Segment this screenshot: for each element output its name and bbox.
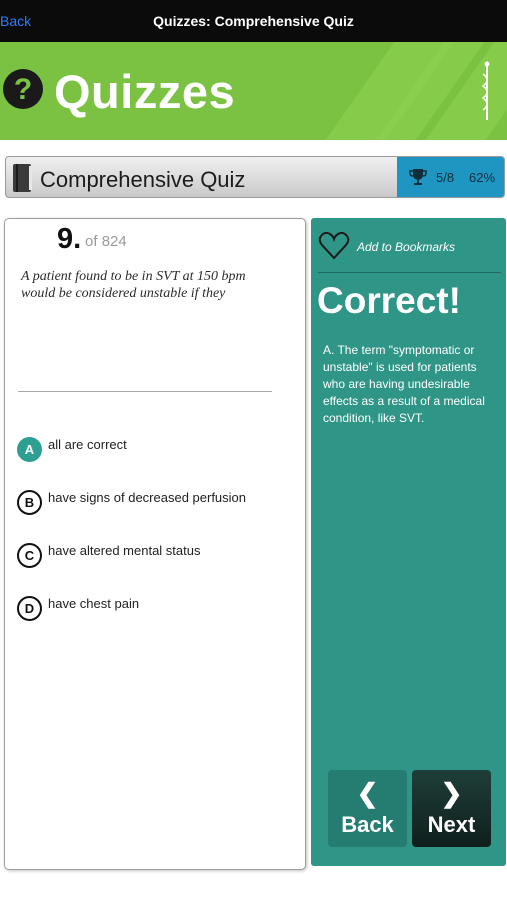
- question-mark-icon: ?: [3, 69, 43, 109]
- question-text: A patient found to be in SVT at 150 bpm would be considered unstable if they: [21, 269, 246, 301]
- quizzes-header: [0, 42, 507, 140]
- of-label: of: [85, 233, 98, 250]
- back-button-label: Back: [341, 812, 394, 837]
- score-fraction: 5/8: [436, 170, 455, 185]
- score-percent: 62%: [469, 170, 496, 185]
- score-summary: [397, 157, 504, 197]
- quiz-title-bar: [5, 156, 505, 198]
- heart-icon[interactable]: [318, 230, 350, 262]
- answer-option-c[interactable]: [17, 543, 297, 575]
- divider: [318, 272, 501, 273]
- trophy-icon: [409, 168, 427, 186]
- answer-text: have altered mental status: [48, 543, 201, 558]
- quiz-name: Comprehensive Quiz: [40, 167, 246, 192]
- explanation-panel: [311, 218, 506, 866]
- divider: [18, 391, 272, 392]
- answer-letter: C: [17, 543, 42, 568]
- answer-text: all are correct: [48, 437, 127, 452]
- answer-option-b[interactable]: [17, 490, 297, 522]
- back-button[interactable]: [328, 770, 407, 847]
- answer-letter: D: [17, 596, 42, 621]
- question-number: 9.: [57, 223, 82, 255]
- question-card: [4, 218, 306, 870]
- next-button[interactable]: [412, 770, 491, 847]
- book-icon: [12, 163, 34, 193]
- answer-text: have chest pain: [48, 596, 140, 611]
- page-title: Quizzes: [54, 65, 236, 118]
- answer-option-a[interactable]: [17, 437, 297, 469]
- next-button-label: Next: [427, 812, 476, 837]
- chevron-right-icon: ❯: [440, 778, 463, 808]
- answer-letter: B: [17, 490, 42, 515]
- back-link[interactable]: Back: [0, 13, 32, 29]
- answer-letter: A: [17, 437, 42, 462]
- explanation-text: A. The term "symptomatic or unstable" is used for patients who are having undesirable effects as a result of a medical condition, like SVT.: [323, 343, 485, 425]
- question-total: [85, 233, 127, 250]
- chevron-left-icon: ❮: [356, 778, 379, 808]
- add-to-bookmarks-link[interactable]: Add to Bookmarks: [357, 240, 456, 254]
- nav-title: Quizzes: Comprehensive Quiz: [153, 13, 354, 29]
- caduceus-icon: [481, 60, 493, 122]
- answer-text: have signs of decreased perfusion: [48, 490, 247, 505]
- answer-option-d[interactable]: [17, 596, 297, 628]
- result-title: Correct!: [317, 280, 461, 321]
- nav-bar: [0, 0, 507, 42]
- total-count: 824: [101, 233, 127, 250]
